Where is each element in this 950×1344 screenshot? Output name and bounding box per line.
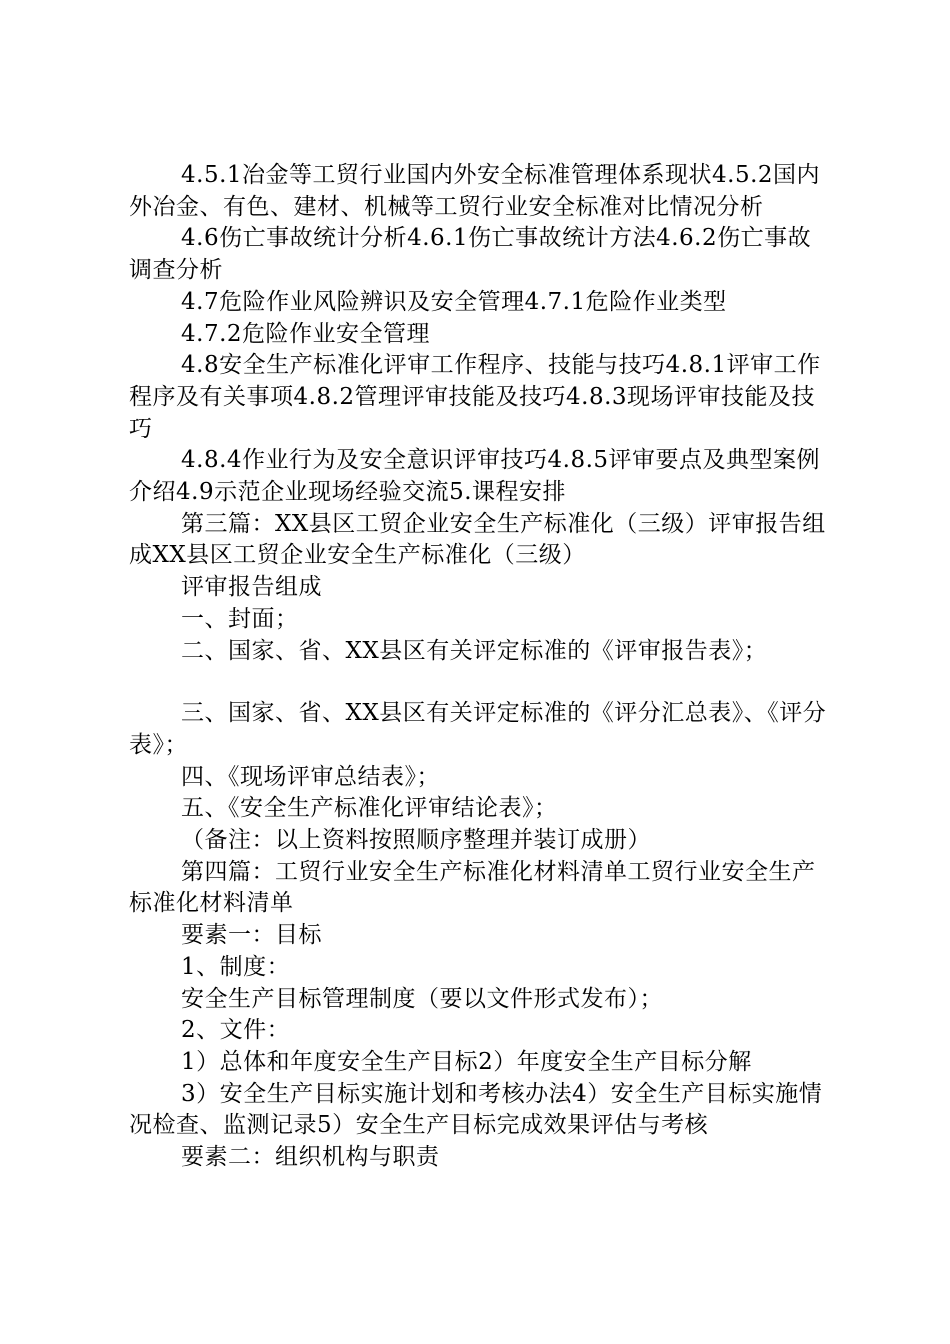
paragraph-4-5: 4.5.1冶金等工贸行业国内外安全标准管理体系现状4.5.2国内外冶金、有色、建材、机械等工贸行业安全标准对比情况分析	[129, 162, 821, 220]
paragraph-item-score-summary: 三、国家、省、XX县区有关评定标准的《评分汇总表》、《评分表》；	[129, 700, 827, 758]
paragraph-item-conclusion: 五、《安全生产标准化评审结论表》；	[181, 795, 558, 822]
paragraph-item-report-form: 二、国家、省、XX县区有关评定标准的《评审报告表》；	[181, 637, 768, 664]
paragraph-part-four-title: 第四篇：工贸行业安全生产标准化材料清单工贸行业安全生产标准化材料清单	[129, 858, 816, 917]
paragraph-4-6: 4.6伤亡事故统计分析4.6.1伤亡事故统计方法4.6.2伤亡事故调查分析	[129, 225, 812, 284]
paragraph-system: 1、制度：	[181, 953, 291, 980]
document-body	[129, 160, 831, 1174]
paragraph-report-composition: 评审报告组成	[181, 574, 322, 601]
paragraph-element-one: 要素一：目标	[181, 922, 322, 949]
paragraph-4-8-4: 4.8.4作业行为及安全意识评审技巧4.8.5评审要点及典型案例介绍4.9示范企业现场经验交流5.课程安排	[129, 447, 821, 506]
paragraph-4-7: 4.7危险作业风险辨识及安全管理4.7.1危险作业类型	[181, 288, 727, 315]
paragraph-4-8: 4.8安全生产标准化评审工作程序、技能与技巧4.8.1评审工作程序及有关事项4.8.2管理评审技能及技巧4.8.3现场评审技能及技巧	[129, 352, 821, 442]
paragraph-item-site-review: 四、《现场评审总结表》；	[181, 763, 440, 790]
paragraph-part-three-title: 第三篇：XX县区工贸企业安全生产标准化（三级）评审报告组成XX县区工贸企业安全生产标准化（三级）	[129, 510, 826, 569]
paragraph-element-two: 要素二：组织机构与职责	[181, 1144, 440, 1171]
paragraph-files: 2、文件：	[181, 1017, 291, 1044]
blank-line	[129, 667, 831, 698]
paragraph-files-1-2: 1）总体和年度安全生产目标2）年度安全生产目标分解	[181, 1048, 752, 1075]
paragraph-item-cover: 一、封面；	[181, 605, 299, 632]
paragraph-note: （备注：以上资料按照顺序整理并装订成册）	[181, 827, 651, 854]
paragraph-system-detail: 安全生产目标管理制度（要以文件形式发布）；	[181, 985, 663, 1012]
paragraph-files-3-5: 3）安全生产目标实施计划和考核办法4）安全生产目标实施情况检查、监测记录5）安全生产目标完成效果评估与考核	[129, 1080, 823, 1139]
paragraph-4-7-2: 4.7.2危险作业安全管理	[181, 320, 431, 347]
